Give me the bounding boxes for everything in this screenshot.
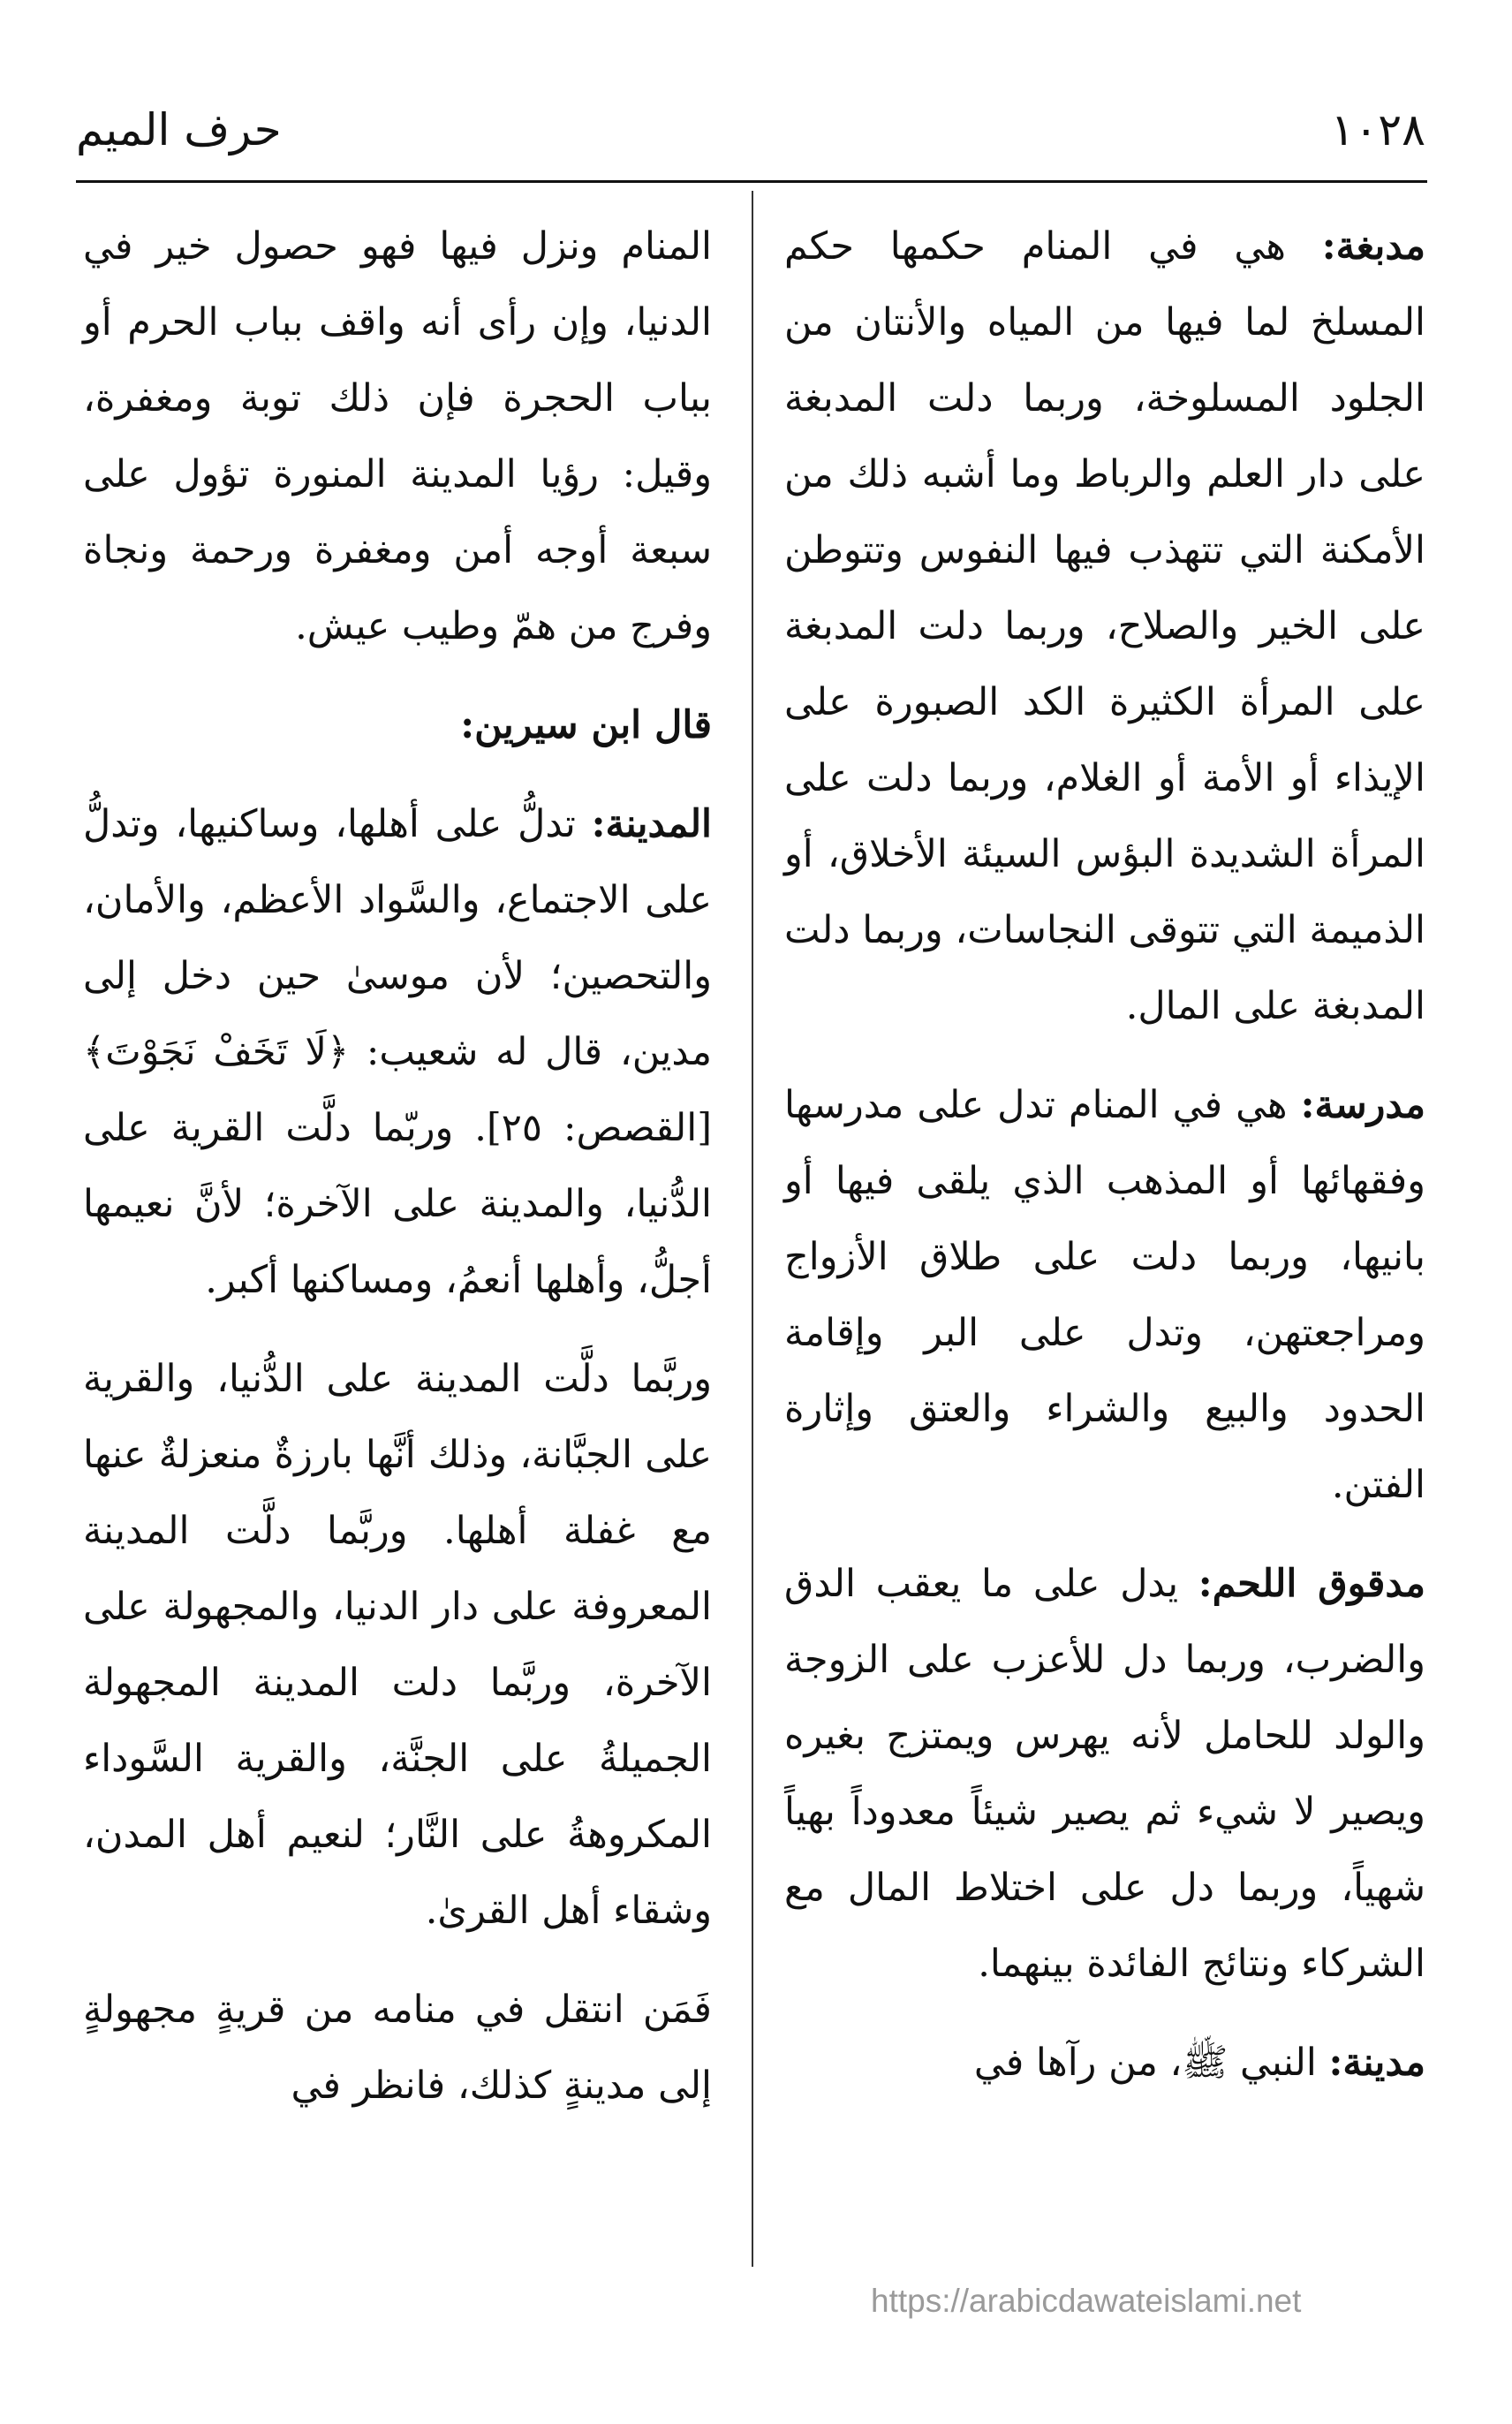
entry-term: المدينة: [591,802,712,846]
paragraph: وربَّما دلَّت المدينة على الدُّنيا، والقرية على الجبَّانة، وذلك أنَّها بارزةٌ منعزلةٌ عنها مع غفلة أهلها. وربَّما دلَّت المدينة المعروفة على دار الدنيا، والمجهولة على الآخرة، وربَّما دلت المدينة المجهولة الجميلةُ على الجنَّة، والقرية السَّوداء المكروهةُ على النَّار؛ لنعيم أهل المدن، وشقاء أهل القرىٰ. [83,1357,712,1933]
entry-text: النبي ﷺ، من رآها في [973,2041,1329,2085]
entry-term: مدقوق اللحم: [1198,1562,1425,1606]
right-column [784,208,1425,2124]
entry-text: هي في المنام تدل على مدرسها وفقهائها أو المذهب الذي يلقى فيها أو بانيها، وربما دلت على طلاق الأزواج ومراجعتهن، وتدل على البر وإقامة الحدود والبيع والشراء والعتق وإثارة الفتن. [784,1083,1425,1507]
entry-madbagha [784,208,1425,1044]
page-number: ١٠٢٨ [1330,104,1425,155]
header-rule [76,180,1427,183]
entry-text: تدلُّ على أهلها، وساكنيها، وتدلُّ على الاجتماع، والسَّواد الأعظم، والأمان، والتحصين؛ لأن موسىٰ حين دخل إلى مدين، قال له شعيب: ﴿لَا تَخَفْ نَجَوْتَ﴾ [القصص: ٢٥]. وربّما دلَّت القرية على الدُّنيا، والمدينة على الآخرة؛ لأنَّ نعيمها أجلُّ، وأهلها أنعمُ، ومساكنها أكبر. [83,802,712,1302]
entry-text: هي في المنام حكمها حكم المسلخ لما فيها من المياه والأنتان من الجلود المسلوخة، وربما دلت المدبغة على دار العلم والرباط وما أشبه ذلك من الأمكنة التي تتهذب فيها النفوس وتتوطن على الخير والصلاح، وربما دلت المدبغة على المرأة الكثيرة الكد الصبورة على الإيذاء أو الأمة أو الغلام، وربما دلت على المرأة الشديدة البؤس السيئة الأخلاق، أو الذميمة التي تتوقى النجاسات، وربما دلت المدبغة على المال. [784,224,1425,1028]
entry-term: مدينة: [1328,2041,1425,2085]
entry-madinat-annabi [784,2025,1425,2101]
column-divider [752,191,753,2267]
entry-almadina [83,786,712,1318]
section-heading: قال ابن سيرين: [460,703,712,747]
entry-term: مدرسة: [1300,1083,1425,1127]
entry-madquq-allahm [784,1546,1425,2002]
entry-text: يدل على ما يعقب الدق والضرب، وربما دل للأعزب على الزوجة والولد للحامل لأنه يهرس ويمتزج بغيره ويصير لا شيء ثم يصير شيئاً معدوداً بهياً شهياً، وربما دل على اختلاط المال مع الشركاء ونتائج الفائدة بينهما. [784,1562,1425,1986]
entry-madrasa [784,1067,1425,1523]
left-column [83,208,712,2147]
watermark-url: https://arabicdawateislami.net [871,2283,1302,2319]
continuation-paragraph: المنام ونزل فيها فهو حصول خير في الدنيا، وإن رأى أنه واقف بباب الحرم أو بباب الحجرة فإن ذلك توبة ومغفرة، وقيل: رؤيا المدينة المنورة تؤول على سبعة أوجه أمن ومغفرة ورحمة ونجاة وفرج من همّ وطيب عيش. [83,224,712,648]
running-head: حرف الميم [76,104,282,155]
entry-term: مدبغة: [1321,224,1425,269]
paragraph: فَمَن انتقل في منامه من قريةٍ مجهولةٍ إلى مدينةٍ كذلك، فانظر في [83,1988,712,2108]
